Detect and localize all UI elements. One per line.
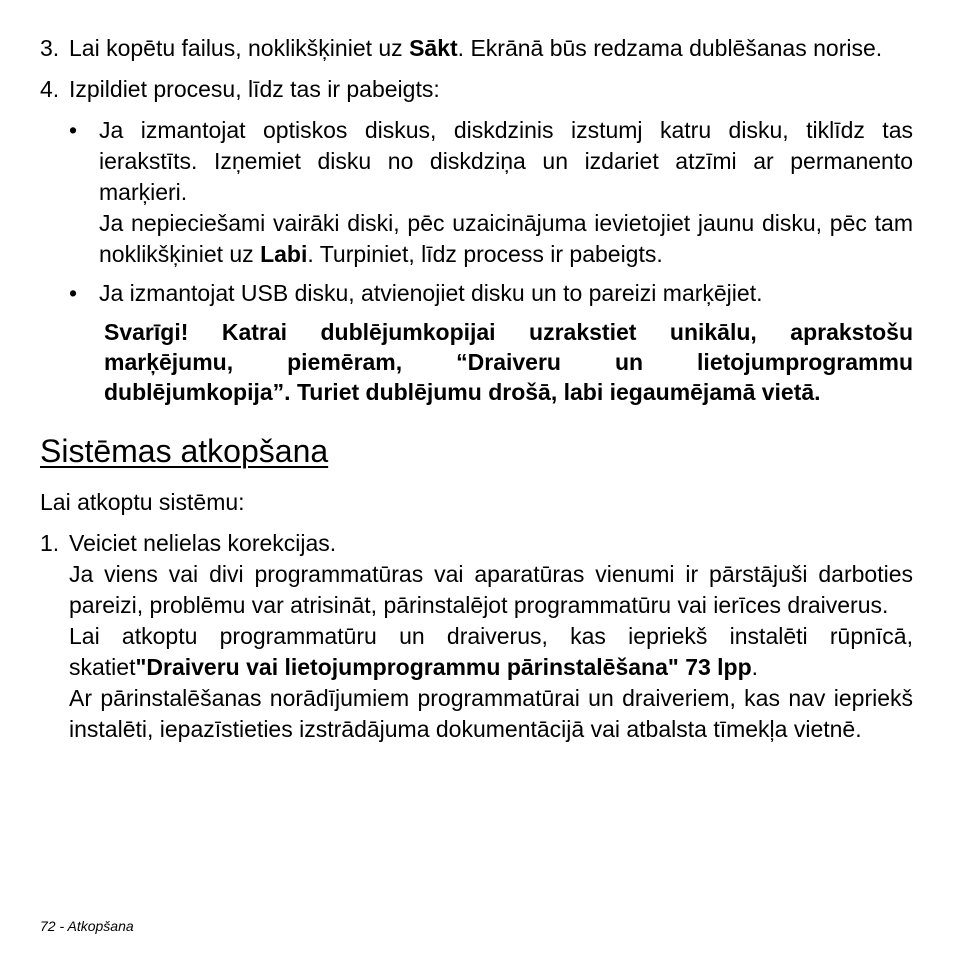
bullet-paragraph-2 xyxy=(99,208,913,270)
paragraph-text-end: . Turpiniet, līdz process ir pabeigts. xyxy=(307,241,663,267)
step-1 xyxy=(40,528,913,745)
step-title: Veiciet nelielas korekcijas. xyxy=(69,530,337,556)
step-4 xyxy=(40,74,913,105)
step-paragraph-1: Ja viens vai divi programmatūras vai aparatūras vienumi ir pārstājuši darboties pareizi, problēmu var atrisināt, pārinstalējot programmatūru vai ierīces draiverus. xyxy=(69,561,913,618)
step-text: Lai kopētu failus, noklikšķiniet uz xyxy=(69,35,410,61)
cross-reference-link[interactable]: "Draiveru vai lietojumprogrammu pārinstalēšana" 73 lpp xyxy=(135,654,752,680)
paragraph-text: Ja nepieciešami vairāki diski, pēc uzaicinājuma ievietojiet jaunu disku, pēc tam noklikšķiniet uz xyxy=(99,210,913,267)
bullet-icon: • xyxy=(69,280,78,306)
step-paragraph-3: Ar pārinstalēšanas norādījumiem programmatūrai un draiveriem, kas nav iepriekš instalēti, iepazīstieties izstrādājuma dokumentācijā vai atbalsta tīmekļa vietnē. xyxy=(69,685,913,742)
ok-label: Labi xyxy=(260,241,308,267)
step-number: 1. xyxy=(40,530,60,556)
step-number: 4. xyxy=(40,76,60,102)
important-note: Svarīgi! Katrai dublējumkopijai uzrakstiet unikālu, aprakstošu marķējumu, piemēram, “Draiveru un lietojumprogrammu dublējumkopija”. Turiet dublējumu drošā, labi iegaumējamā vietā. xyxy=(104,319,913,405)
bullet-icon: • xyxy=(69,117,78,143)
bullet-paragraph: Ja izmantojat USB disku, atvienojiet disku un to pareizi marķējiet. xyxy=(99,280,763,306)
start-label: Sākt xyxy=(409,35,458,61)
step-text: Izpildiet procesu, līdz tas ir pabeigts: xyxy=(69,76,440,102)
page-footer: 72 - Atkopšana xyxy=(40,918,134,934)
step-3 xyxy=(40,33,913,64)
section-heading: Sistēmas atkopšana xyxy=(40,433,329,469)
step-text-end: . Ekrānā būs redzama dublēšanas norise. xyxy=(457,35,883,61)
paragraph-text-end: . xyxy=(751,654,759,680)
intro-text: Lai atkoptu sistēmu: xyxy=(40,489,245,515)
bullet-paragraph: Ja izmantojat optiskos diskus, diskdzinis izstumj katru disku, tiklīdz tas ierakstīts. Izņemiet disku no diskdziņa un izdariet atzīmi ar permanento marķieri. xyxy=(99,117,913,205)
bullet-usb xyxy=(40,278,913,309)
page-content xyxy=(40,33,913,755)
paragraph-text: Lai atkoptu programmatūru un draiverus, kas iepriekš instalēti rūpnīcā, skatiet xyxy=(69,623,913,680)
step-number: 3. xyxy=(40,35,60,61)
bullet-optical xyxy=(40,115,913,270)
step-paragraph-2 xyxy=(69,621,913,683)
